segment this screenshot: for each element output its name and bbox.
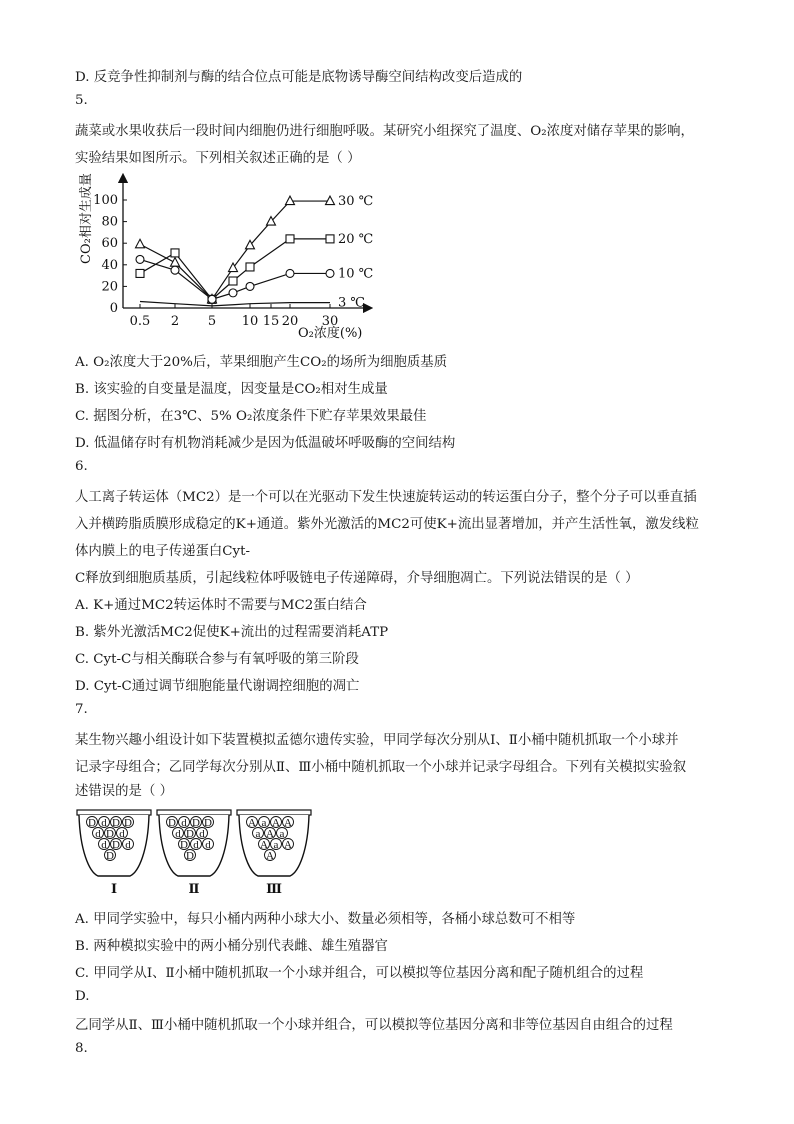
ball-letter: d xyxy=(119,827,125,840)
q5-option-d: D. 低温储存时有机物消耗减少是因为低温破坏呼吸酶的空间结构 xyxy=(75,436,456,451)
data-point xyxy=(229,277,237,285)
ball-letter: A xyxy=(272,816,280,829)
data-point xyxy=(171,266,179,274)
q7-stem-line1: 某生物兴趣小组设计如下装置模拟孟德尔遗传实验，甲同学每次分别从Ⅰ、Ⅱ小桶中随机抓取一个小球并 xyxy=(75,733,679,748)
q6-stem-line1: 人工离子转运体（MC2）是一个可以在光驱动下发生快速旋转运动的转运蛋白分子，整个分子可以垂直插 xyxy=(75,490,697,505)
x-tick-label: 2 xyxy=(170,314,180,329)
q5-option-b: B. 该实验的自变量是温度，因变量是CO₂相对生成量 xyxy=(75,382,388,397)
co2-chart xyxy=(78,168,388,343)
series-name-label: 20 ℃ xyxy=(338,231,374,247)
data-point xyxy=(246,282,254,290)
ball-letter: d xyxy=(95,827,101,840)
y-axis-label: CO₂相对生成量 xyxy=(79,173,94,264)
ball-letter: a xyxy=(261,816,267,829)
ball-letter: d xyxy=(101,838,107,851)
q8-number: 8. xyxy=(75,1041,88,1056)
x-tick-label: 20 xyxy=(281,314,299,329)
ball-letter: d xyxy=(101,816,107,829)
ball-letter: d xyxy=(181,816,187,829)
q5-stem-line2: 实验结果如图所示。下列相关叙述正确的是（ ） xyxy=(75,151,361,166)
q7-option-d: D. xyxy=(75,989,90,1004)
ball-letter: D xyxy=(192,816,200,829)
ball-letter: a xyxy=(273,838,279,851)
q6-option-a: A. K+通过MC2转运体时不需要与MC2蛋白结合 xyxy=(75,598,367,613)
ball-letter: A xyxy=(284,816,292,829)
q5-number: 5. xyxy=(75,93,88,108)
data-point xyxy=(136,239,145,248)
y-tick-label: 60 xyxy=(101,236,118,252)
q6-option-d: D. Cyt-C通过调节细胞能量代谢调控细胞的凋亡 xyxy=(75,679,360,694)
series-line xyxy=(140,302,330,306)
q7-option-b: B. 两种模拟实验中的两小桶分别代表雌、雄生殖器官 xyxy=(75,939,388,954)
x-tick-label: 5 xyxy=(207,314,217,329)
ball-letter: d xyxy=(175,827,181,840)
data-point xyxy=(136,269,144,277)
q4-option-d: D. 反竞争性抑制剂与酶的结合位点可能是底物诱导酶空间结构改变后造成的 xyxy=(75,70,523,85)
x-tick-label: 30 xyxy=(321,314,339,329)
ball-letter: D xyxy=(106,849,114,862)
bucket-rim xyxy=(77,810,151,815)
bucket-2 xyxy=(157,810,231,896)
q5-option-c: C. 据图分析，在3℃、5% O₂浓度条件下贮存苹果效果最佳 xyxy=(75,409,427,424)
q7-option-d-text: 乙同学从Ⅱ、Ⅲ小桶中随机抓取一个小球并组合，可以模拟等位基因分离和非等位基因自由组合的过程 xyxy=(75,1018,673,1033)
q6-option-c: C. Cyt-C与相关酶联合参与有氧呼吸的第三阶段 xyxy=(75,652,359,667)
ball-letter: A xyxy=(266,827,274,840)
data-point xyxy=(171,258,180,267)
data-point xyxy=(208,295,216,303)
y-tick-label: 80 xyxy=(101,214,118,230)
q6-number: 6. xyxy=(75,459,88,474)
x-tick-label: 10 xyxy=(241,314,259,329)
ball-letter: D xyxy=(168,816,176,829)
ball-letter: d xyxy=(205,838,211,851)
series-name-label: 3 ℃ xyxy=(338,295,365,311)
bucket-3 xyxy=(237,810,311,896)
x-tick-label: 0.5 xyxy=(129,314,151,329)
q7-stem-line2: 记录字母组合；乙同学每次分别从Ⅱ、Ⅲ小桶中随机抓取一个小球并记录字母组合。下列有关模拟实验叙 xyxy=(75,760,687,775)
q6-stem-line4: C释放到细胞质基质，引起线粒体呼吸链电子传递障碍，介导细胞凋亡。下列说法错误的是（ ） xyxy=(75,571,639,586)
ball-letter: d xyxy=(125,838,131,851)
ball-letter: A xyxy=(248,816,256,829)
bucket-rim xyxy=(157,810,231,815)
ball-letter: A xyxy=(284,838,292,851)
x-tick-label: 15 xyxy=(262,314,280,329)
q5-option-a: A. O₂浓度大于20%后，苹果细胞产生CO₂的场所为细胞质基质 xyxy=(75,355,448,370)
q7-option-a: A. 甲同学实验中，每只小桶内两种小球大小、数量必须相等，各桶小球总数可不相等 xyxy=(75,912,576,927)
data-point xyxy=(286,196,295,205)
data-point xyxy=(229,289,237,297)
ball-letter: A xyxy=(260,838,268,851)
data-point xyxy=(286,235,294,243)
bucket-1 xyxy=(77,810,151,896)
data-point xyxy=(326,235,334,243)
y-tick-label: 20 xyxy=(101,279,118,295)
bucket-label: Ⅰ xyxy=(110,881,118,896)
data-point xyxy=(326,269,334,277)
q5-stem-line1: 蔬菜或水果收获后一段时间内细胞仍进行细胞呼吸。某研究小组探究了温度、O₂浓度对储存苹果的影响， xyxy=(75,124,694,139)
ball-letter: A xyxy=(266,849,274,862)
data-point xyxy=(326,196,335,205)
ball-letter: D xyxy=(186,849,194,862)
ball-letter: D xyxy=(186,827,194,840)
data-point xyxy=(286,269,294,277)
ball-letter: a xyxy=(279,827,285,840)
q7-number: 7. xyxy=(75,702,88,717)
series-name-label: 10 ℃ xyxy=(338,266,374,282)
data-point xyxy=(171,249,179,257)
bucket-label: Ⅱ xyxy=(188,881,200,896)
ball-letter: D xyxy=(180,838,188,851)
ball-letter: D xyxy=(112,838,120,851)
buckets-figure xyxy=(72,800,322,900)
q6-stem-line2: 入并横跨脂质膜形成稳定的K+通道。紫外光激活的MC2可使K+流出显著增加，并产生活性氧，激发线粒 xyxy=(75,517,699,532)
y-tick-label: 0 xyxy=(109,301,118,316)
q7-option-c: C. 甲同学从Ⅰ、Ⅱ小桶中随机抓取一个小球并组合，可以模拟等位基因分离和配子随机组合的过程 xyxy=(75,966,644,981)
ball-letter: a xyxy=(255,827,261,840)
ball-letter: d xyxy=(199,827,205,840)
series-name-label: 30 ℃ xyxy=(338,194,374,210)
ball-letter: D xyxy=(112,816,120,829)
y-tick-label: 40 xyxy=(101,257,118,273)
data-point xyxy=(136,255,144,263)
q7-stem-line3: 述错误的是（ ） xyxy=(75,784,173,799)
ball-letter: D xyxy=(106,827,114,840)
bucket-label: Ⅲ xyxy=(266,881,282,896)
data-point xyxy=(246,263,254,271)
q6-stem-line3: 体内膜上的电子传递蛋白Cyt- xyxy=(75,544,251,559)
ball-letter: D xyxy=(204,816,212,829)
ball-letter: D xyxy=(124,816,132,829)
ball-letter: D xyxy=(88,816,96,829)
y-tick-label: 100 xyxy=(93,193,118,208)
ball-letter: d xyxy=(193,838,199,851)
x-axis-label: O₂浓度(%) xyxy=(298,326,363,341)
bucket-rim xyxy=(237,810,311,815)
q6-option-b: B. 紫外光激活MC2促使K+流出的过程需要消耗ATP xyxy=(75,625,389,640)
